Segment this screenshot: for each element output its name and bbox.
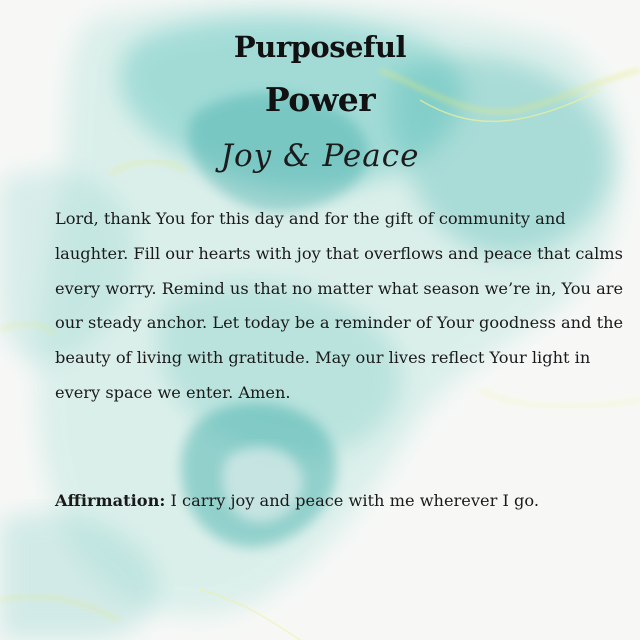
title-line-2: Power — [264, 80, 376, 119]
title-line-1: Purposeful — [233, 30, 407, 64]
prayer-text: Lord, thank You for this day and for the gift of community and laughter. Fill our hearts with joy that overflows and peace that calms every worry. Remind us that no matter what season we’re in, You are our steady anchor. Let today be a reminder of Your goodness and the beauty of living with gratitude. May our lives reflect Your light in every space we enter. Amen. — [55, 209, 624, 402]
affirmation-label: Affirmation: — [55, 491, 166, 510]
affirmation — [55, 486, 633, 516]
subtitle-script: Joy & Peace — [220, 138, 420, 174]
affirmation-text: I carry joy and peace with me wherever I go. — [165, 491, 539, 510]
